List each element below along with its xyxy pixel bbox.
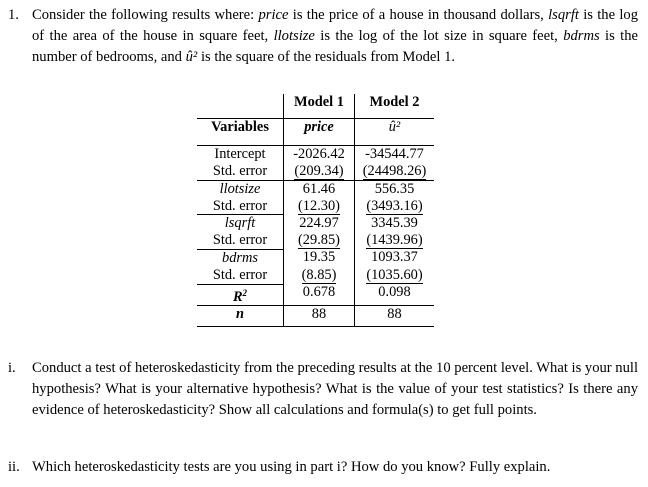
regression-results-table <box>197 94 434 327</box>
cell-model-2 <box>355 232 435 249</box>
cell-model-2 <box>355 163 435 181</box>
part-i <box>8 358 638 421</box>
table-header-row <box>197 94 434 119</box>
std-error-value: (8.85) <box>301 266 337 283</box>
question-1-text <box>32 5 638 68</box>
question-1 <box>8 5 638 68</box>
cell-model-1: -2026.42 <box>284 146 355 163</box>
cell-model-1: 19.35 <box>284 249 355 266</box>
cell-model-1: 61.46 <box>284 180 355 197</box>
table-row <box>197 163 434 181</box>
q1-seg3: is the log of the area of the house in square feet, <box>32 7 638 44</box>
cell-model-2: -34544.77 <box>355 146 435 163</box>
row-label: llotsize <box>219 180 261 197</box>
table-row <box>197 267 434 284</box>
cell-model-1 <box>284 163 355 181</box>
r-squared-model-1: 0.678 <box>284 284 355 306</box>
r-squared-superscript: 2 <box>242 287 248 298</box>
std-error-value: (3493.16) <box>366 197 423 214</box>
table-row <box>197 215 434 232</box>
std-error-value: (24498.26) <box>362 162 427 179</box>
row-label: Intercept <box>214 146 266 162</box>
part-ii <box>8 457 638 478</box>
part-i-number: i. <box>8 360 16 376</box>
std-error-value: (209.34) <box>294 162 344 179</box>
r-squared-label <box>197 284 284 306</box>
cell-model-1 <box>284 267 355 284</box>
cell-model-2 <box>355 267 435 284</box>
n-label: n <box>197 306 284 327</box>
header-empty <box>197 94 284 119</box>
cell-model-1: 224.97 <box>284 215 355 232</box>
dep-var-model-1: price <box>284 119 355 146</box>
r-squared-row <box>197 284 434 306</box>
part-i-text: Conduct a test of heteroskedasticity from the preceding results at the 10 percent level. What is your null hypothesis? What is your alternative hypothesis? What is the value of your test statistics? Is there any evidence of heteroskedasticity? Show all calculations and formula(s) to get full points. <box>32 360 639 418</box>
q1-seg2: is the price of a house in thousand dollars, <box>288 7 549 23</box>
question-number: 1. <box>8 7 19 23</box>
row-label: Std. error <box>197 163 284 181</box>
dep-var-model-2: û² <box>355 119 435 146</box>
r-squared-model-2: 0.098 <box>355 284 435 306</box>
cell-model-1 <box>284 198 355 215</box>
n-model-2: 88 <box>355 306 435 327</box>
row-label: lsqrft <box>224 215 256 232</box>
table-row <box>197 232 434 249</box>
std-error-value: (29.85) <box>298 232 340 249</box>
q1-seg5: is the number of bedrooms, and <box>32 28 638 65</box>
cell-model-2 <box>355 198 435 215</box>
table-row <box>197 180 434 197</box>
cell-model-2: 3345.39 <box>355 215 435 232</box>
n-model-1: 88 <box>284 306 355 327</box>
cell-model-2: 1093.37 <box>355 249 435 266</box>
var-bdrms: bdrms <box>563 28 600 44</box>
cell-model-2: 556.35 <box>355 180 435 197</box>
table-row <box>197 198 434 215</box>
table-row <box>197 146 434 163</box>
r-squared-letter: R <box>232 288 243 305</box>
std-error-value: (1035.60) <box>366 266 423 283</box>
var-uhat2: û² <box>185 49 198 65</box>
row-label: bdrms <box>222 249 258 266</box>
sample-size-row <box>197 306 434 327</box>
cell-model-1 <box>284 232 355 249</box>
table-row <box>197 249 434 266</box>
header-model-1: Model 1 <box>284 94 355 119</box>
row-label: Std. error <box>197 232 284 249</box>
row-label: Std. error <box>197 267 284 284</box>
part-ii-number: ii. <box>8 459 20 475</box>
variables-label: Variables <box>197 119 284 146</box>
dependent-variable-row <box>197 119 434 146</box>
var-price: price <box>258 7 289 23</box>
row-label: Std. error <box>197 198 284 215</box>
std-error-value: (12.30) <box>298 197 340 214</box>
var-lsqrft: lsqrft <box>548 7 579 23</box>
std-error-value: (1439.96) <box>366 232 423 249</box>
header-model-2: Model 2 <box>355 94 435 119</box>
q1-seg6: is the square of the residuals from Model 1. <box>197 49 456 65</box>
part-ii-text: Which heteroskedasticity tests are you using in part i? How do you know? Fully explain. <box>32 459 551 475</box>
var-llotsize: llotsize <box>273 28 315 44</box>
q1-seg1: Consider the following results where: <box>32 7 259 23</box>
q1-seg4: is the log of the lot size in square feet, <box>314 28 564 44</box>
